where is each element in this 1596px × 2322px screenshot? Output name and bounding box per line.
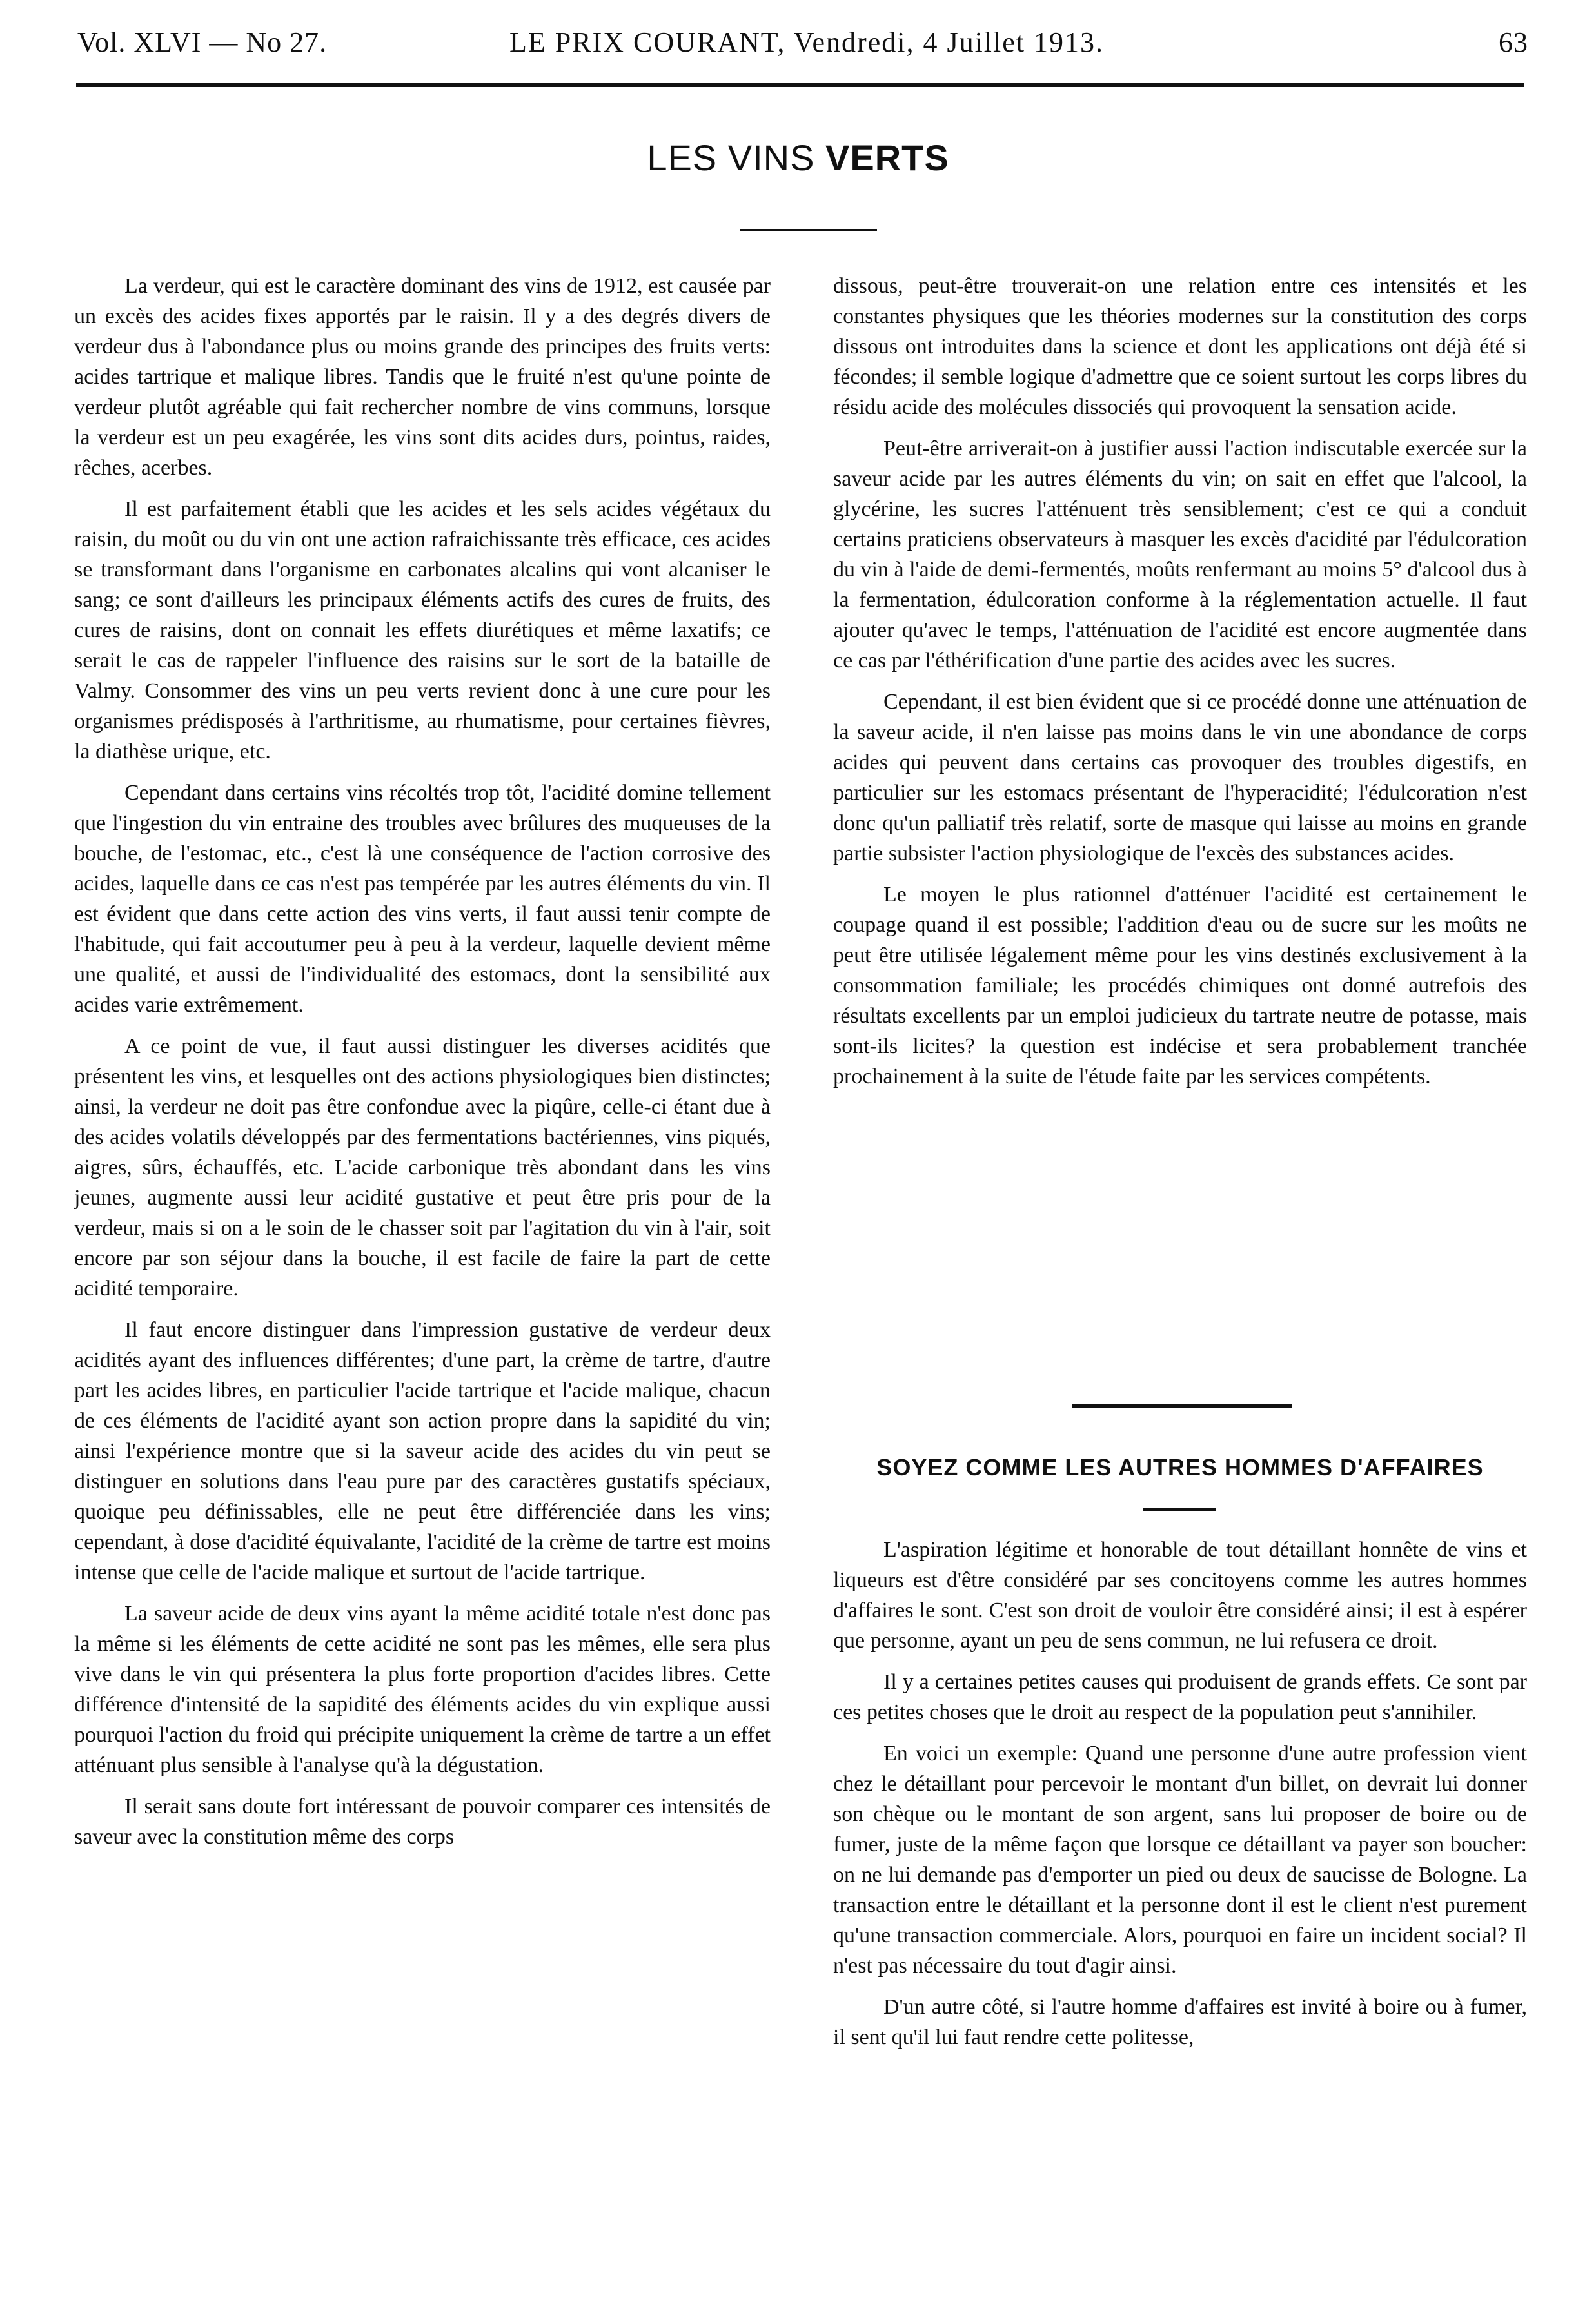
paragraph: La saveur acide de deux vins ayant la même acidité totale n'est donc pas la même si les éléments de cette acidité ne sont pas les mêmes, elle sera plus vive dans le vin qui présentera la plus forte proportion d'acides libres. Cette différence d'intensité de la sapidité des éléments acides du vin explique aussi pourquoi l'action du froid qui précipite uniquement la crème de tartre a un effet atténuant plus sensible à l'analyse qu'à la dégustation. (74, 1602, 771, 1777)
section2-body (833, 1535, 1527, 2063)
title-rule (740, 229, 877, 231)
paragraph: Le moyen le plus rationnel d'atténuer l'acidité est certainement le coupage quand il est possible; l'addition d'eau ou de sucre sur les moûts ne peut être utilisée légalement même pour les vins destinés exclusivement à la consommation familiale; les procédés chimiques ont donné autrefois des résultats excellents par un emploi judicieux du tartrate neutre de potasse, mais sont-ils licites? la question est indécise et sera probablement tranchée prochainement à la suite de l'étude faite par les services compétents. (833, 883, 1527, 1088)
journal-title-date: LE PRIX COURANT, Vendredi, 4 Juillet 1913. (509, 26, 1104, 58)
volume-number: Vol. XLVI — No 27. (77, 26, 328, 58)
paragraph: En voici un exemple: Quand une personne d'une autre profession vient chez le détaillant pour percevoir le montant d'un billet, on devrait lui donner son chèque ou le montant de son argent, sans lui proposer de boire ou de fumer, juste de la même façon que lorsque ce détaillant va payer son boucher: on ne lui demande pas d'emporter un pied ou deux de saucisse de Bologne. La transaction entre le détaillant et la personne dont il est le client n'est purement qu'une transaction commerciale. Alors, pourquoi en faire un incident social? Il n'est pas nécessaire du tout d'agir ainsi. (833, 1742, 1527, 1978)
paragraph: Cependant dans certains vins récoltés trop tôt, l'acidité domine tellement que l'ingestion du vin entraine des troubles avec brûlures des muqueuses de la bouche, de l'estomac, etc., c'est là une conséquence de l'action corrosive des acides, laquelle dans ce cas n'est pas tempérée par les autres éléments du vin. Il est évident que dans cette action des vins verts, il faut aussi tenir compte de l'habitude, qui fait accoutumer peu à peu à la verdeur, laquelle devient même une qualité, et aussi de l'individualité des estomacs, dont la sensibilité aux acides varie extrêmement. (74, 781, 771, 1017)
paragraph: Il est parfaitement établi que les acides et les sels acides végétaux du raisin, du moût ou du vin ont une action rafraichissante très efficace, ces acides se transformant dans l'organisme en carbonates alcalins qui vont alcaniser le sang; ce sont d'ailleurs les principaux éléments actifs des cures de fruits, des cures de raisins, dont on connait les effets diurétiques et même laxatifs; ce serait le cas de rappeler l'influence des raisins sur le sort de la bataille de Valmy. Consommer des vins un peu verts revient donc à une cure pour les organismes prédisposés à l'arthritisme, au rhumatisme, pour certaines fièvres, la diathèse urique, etc. (74, 497, 771, 763)
paragraph: L'aspiration légitime et honorable de tout détaillant honnête de vins et liqueurs est d'être considéré par ses concitoyens comme les autres hommes d'affaires le sont. C'est son droit de vouloir être considéré ainsi; il est à espérer que personne, ayant un peu de sens commun, ne lui refusera ce droit. (833, 1538, 1527, 1653)
section-divider (1072, 1404, 1292, 1408)
article-title (0, 137, 1596, 179)
section-title: SOYEZ COMME LES AUTRES HOMMES D'AFFAIRES (876, 1454, 1484, 1481)
section-title-rule (1143, 1508, 1216, 1511)
right-column (833, 271, 1527, 1103)
article-title-part2: VERTS (825, 137, 949, 178)
page-header (77, 26, 1528, 64)
paragraph: Peut-être arriverait-on à justifier aussi l'action indiscutable exercée sur la saveur acide par les autres éléments du vin; on sait en effet que l'alcool, la glycérine, les sucres l'atténuent très sensiblement; c'est ce qui a conduit certains praticiens observateurs à masquer les excès d'acidité par l'édulcoration du vin à l'aide de demi-fermentés, moûts renfermant au moins 5° d'alcool dus à la fermentation, édulcoration conforme à la réglementation actuelle. Il faut ajouter qu'avec le temps, l'atténuation de l'acidité est encore augmentée dans ce cas par l'éthérification d'une partie des acides avec les sucres. (833, 437, 1527, 673)
article-title-part1: LES VINS (647, 137, 825, 178)
paragraph: A ce point de vue, il faut aussi distinguer les diverses acidités que présentent les vins, et lesquelles ont des actions physiologiques bien distinctes; ainsi, la verdeur ne doit pas être confondue avec la piqûre, celle-ci étant due à des acides volatils développés par des fermentations bactériennes, vins piqués, aigres, sûrs, échauffés, etc. L'acide carbonique très abondant dans les vins jeunes, augmente aussi leur acidité gustative et peut être pris pour de la verdeur, mais si on a le soin de le chasser soit par l'agitation du vin à l'air, soit encore par son séjour dans la bouche, il est facile de faire la part de cette acidité temporaire. (74, 1034, 771, 1301)
paragraph: Cependant, il est bien évident que si ce procédé donne une atténuation de la saveur acide, il n'en laisse pas moins dans le vin une abondance de corps acides qui peuvent dans certains cas provoquer des troubles digestifs, en particulier sur les estomacs présentant de l'hyperacidité; l'édulcoration n'est donc qu'un palliatif très relatif, sorte de masque qui laisse au moins en grande partie subsister l'action physiologique de l'excès des substances acides. (833, 690, 1527, 865)
paragraph: D'un autre côté, si l'autre homme d'affaires est invité à boire ou à fumer, il sent qu'il lui faut rendre cette politesse, (833, 1995, 1527, 2049)
header-rule (76, 83, 1524, 87)
paragraph: Il faut encore distinguer dans l'impression gustative de verdeur deux acidités ayant des influences différentes; d'une part, la crème de tartre, d'autre part les acides libres, en particulier l'acide tartrique et l'acide malique, chacun de ces éléments de l'acidité ayant son action propre dans la sapidité du vin; ainsi l'expérience montre que si la saveur acide des acides du vin peut se distinguer en solutions dans l'eau pure par des caractères gustatifs spéciaux, quoique peu définissables, elle ne peut être différenciée dans les vins; cependant, à dose d'acidité équivalante, l'acidité de la crème de tartre est moins intense que celle de l'acide malique et surtout de l'acide tartrique. (74, 1318, 771, 1584)
paragraph: Il y a certaines petites causes qui produisent de grands effets. Ce sont par ces petites choses que le droit au respect de la population peut s'annihiler. (833, 1670, 1527, 1724)
left-column (74, 271, 771, 1863)
paragraph: dissous, peut-être trouverait-on une relation entre ces intensités et les constantes physiques que les théories modernes sur la constitution des corps dissous ont introduites dans la science et dont les applications ont déjà été si fécondes; il semble logique d'admettre que ce soient surtout les corps libres du résidu acide des molécules dissociés qui provoquent la sensation acide. (833, 274, 1527, 419)
paragraph: La verdeur, qui est le caractère dominant des vins de 1912, est causée par un excès des acides fixes apportés par le raisin. Il y a des degrés divers de verdeur dus à l'abondance plus ou moins grande des principes des fruits verts: acides tartrique et malique libres. Tandis que le fruité n'est qu'une pointe de verdeur plutôt agréable qui fait rechercher nombre de vins communs, lorsque la verdeur est un peu exagérée, les vins sont dits acides durs, pointus, raides, rêches, acerbes. (74, 274, 771, 480)
page-number: 63 (1499, 26, 1528, 58)
paragraph: Il serait sans doute fort intéressant de pouvoir comparer ces intensités de saveur avec la constitution même des corps (74, 1795, 771, 1849)
